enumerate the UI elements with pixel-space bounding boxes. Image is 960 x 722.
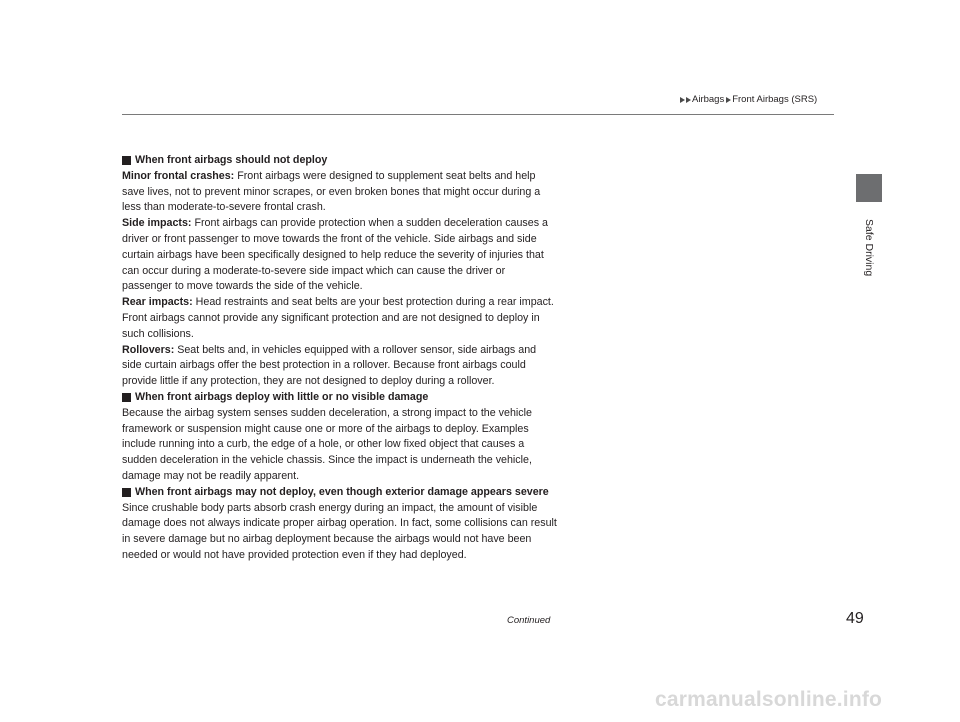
definition: Front airbags can provide protection when a sudden deceleration causes a driver or front passenger to move towards the front of the vehicle. Side airbags and side curtain airbags have been specifically designed to help reduce the severity of injuries that can occur during a moderate-to-severe side impact which can cause the driver or passenger to move towards the side of the vehicle. [122, 217, 548, 293]
section-tab-label: Safe Driving [863, 219, 875, 277]
bullet-square-icon [122, 156, 131, 165]
section-tab-marker [856, 174, 882, 202]
arrow-right-icon [680, 97, 685, 103]
term: Rollovers: [122, 343, 175, 356]
page-number: 49 [846, 610, 864, 627]
watermark: carmanualsonline.info [655, 688, 883, 711]
term: Rear impacts: [122, 296, 193, 309]
arrow-right-icon [726, 97, 731, 103]
paragraph [122, 169, 558, 216]
header-divider [122, 114, 834, 115]
arrow-right-icon [686, 97, 691, 103]
term: Side impacts: [122, 217, 192, 230]
section-heading: When front airbags may not deploy, even though exterior damage appears severe [122, 485, 558, 501]
paragraph [122, 343, 558, 390]
definition: Seat belts and, in vehicles equipped with a rollover sensor, side airbags and side curtain airbags offer the best protection in a rollover. Because front airbags could provide little if any protection, they are not designed to deploy during a rollover. [122, 343, 537, 388]
breadcrumb [680, 94, 836, 105]
breadcrumb-item-airbags: Airbags [692, 94, 725, 105]
paragraph: Because the airbag system senses sudden deceleration, a strong impact to the vehicle framework or suspension might cause one or more of the airbags to deploy. Examples include running into a curb, the edge of a hole, or other low fixed object that causes a sudden deceleration in the vehicle chassis. Since the impact is underneath the vehicle, damage may not be readily apparent. [122, 406, 532, 482]
term: Minor frontal crashes: [122, 169, 235, 182]
section-heading: When front airbags deploy with little or no visible damage [122, 390, 558, 406]
breadcrumb-item-front-airbags: Front Airbags (SRS) [732, 94, 818, 105]
section-heading: When front airbags should not deploy [122, 153, 558, 169]
bullet-square-icon [122, 393, 131, 402]
definition: Head restraints and seat belts are your best protection during a rear impact. Front airbags cannot provide any significant protection and are not designed to deploy in such collisions. [122, 296, 554, 340]
bullet-square-icon [122, 488, 131, 497]
definition: Front airbags were designed to supplement seat belts and help save lives, not to prevent minor scrapes, or even broken bones that might occur during a less than moderate-to-severe frontal crash. [122, 169, 541, 214]
page-body [122, 153, 558, 564]
paragraph [122, 216, 558, 295]
paragraph [122, 295, 558, 342]
continued-label: Continued [507, 615, 551, 626]
paragraph: Since crushable body parts absorb crash energy during an impact, the amount of visible damage does not always indicate proper airbag operation. In fact, some collisions can result in severe damage but no airbag deployment because the airbags would not have been needed or would not have provided protection even if they had deployed. [122, 501, 557, 561]
